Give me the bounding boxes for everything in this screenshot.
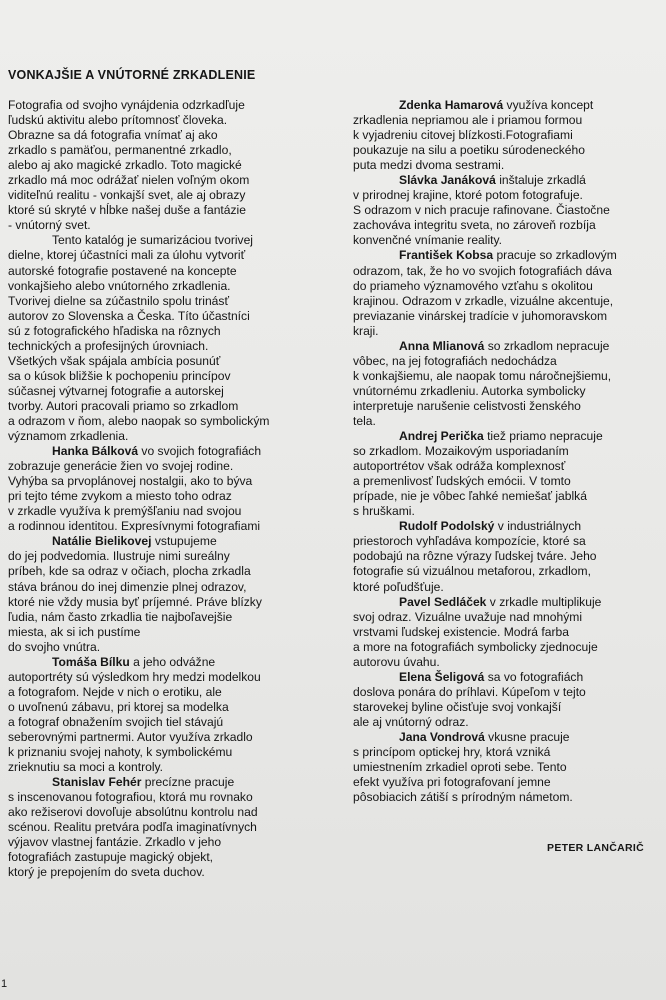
text-line: ale aj vnútorný odraz. <box>353 714 469 729</box>
text-line: Tvorivej dielne sa zúčastnilo spolu trinásť <box>8 293 229 308</box>
author-name: Pavel Sedláček <box>399 594 487 609</box>
text-line: Tento katalóg je sumarizáciou tvorivej <box>52 233 253 248</box>
text-line: konvenčné vnímanie reality. <box>353 233 503 248</box>
text-line: vonkajšieho alebo vnútorného zrkadlenia. <box>8 278 231 293</box>
text-line: do svojho vnútra. <box>8 639 101 654</box>
text-line: fotografiách zastupuje magický objekt, <box>8 850 214 865</box>
text-line: autorovu úvahu. <box>353 654 440 669</box>
text-line: ako režiserovi dovoľuje absolútnu kontrolu nad <box>8 805 258 820</box>
text-line: ľudskú aktivitu alebo prítomnosť človeka. <box>8 113 228 128</box>
author-entry <box>353 595 665 670</box>
text-line: k priznaniu svojej nahoty, k symbolickému <box>8 745 233 760</box>
text-line: výjavov vlastnej fantázie. Zrkadlo v jeho <box>8 835 222 850</box>
entry-text: a jeho odvážne <box>129 654 216 669</box>
author-entry <box>353 429 665 519</box>
entry-first-line <box>353 339 665 354</box>
text-line: zachováva integritu sveta, no zároveň rozbíja <box>353 218 596 233</box>
author-name: Anna Mlianová <box>399 338 485 353</box>
text-line: vôbec, na jej fotografiách nedochádza <box>353 353 557 368</box>
text-line: svoj odraz. Vizuálne uvažuje nad mnohými <box>353 609 583 624</box>
text-line: efekt využíva pri fotografovaní jemne <box>353 775 551 790</box>
text-line: dielne, ktorej účastníci mali za úlohu vytvoriť <box>8 248 246 263</box>
text-line: Obrazne sa dá fotografia vnímať aj ako <box>8 128 218 143</box>
text-line: v prirodnej krajine, ktoré potom fotografuje. <box>353 188 583 203</box>
text-line: krajinou. Odrazom v zrkadle, vizuálne akcentuje, <box>353 293 614 308</box>
text-line: sa o kúsok bližšie k pochopeniu princípov <box>8 368 231 383</box>
text-line: o uvoľnenú zábavu, pri ktorej sa modelka <box>8 699 229 714</box>
entry-text: precízne pracuje <box>141 775 235 790</box>
text-line: pri tejto téme zvykom a miesto toho odraz <box>8 489 232 504</box>
left-column <box>8 98 332 880</box>
text-line: k vyjadreniu citovej blízkosti.Fotografiami <box>353 128 573 143</box>
text-line: autoportrétov však odráža komplexnosť <box>353 459 566 474</box>
author-entry <box>8 775 332 880</box>
text-line: zrkadlo má moc odrážať nielen voľným okom <box>8 173 250 188</box>
article-title: VONKAJŠIE A VNÚTORNÉ ZRKADLENIE <box>8 68 256 82</box>
text-line: Fotografia od svojho vynájdenia odzrkadľuje <box>8 98 245 112</box>
text-line: stáva bránou do inej dimenzie plnej odrazov, <box>8 579 247 594</box>
entry-first-line <box>353 519 665 534</box>
text-line: významom zrkadlenia. <box>8 429 129 444</box>
text-line: a odrazom v ňom, alebo naopak so symbolickým <box>8 413 270 428</box>
text-line: previazanie vinárskej tradície v juhomoravskom <box>353 308 608 323</box>
text-line: príbeh, kde sa odraz v očiach, plocha zrkadla <box>8 564 251 579</box>
author-name: Jana Vondrová <box>399 729 485 744</box>
author-entry <box>8 534 332 654</box>
entry-first-line <box>8 444 332 459</box>
entry-text: pracuje so zrkadlovým <box>493 248 617 263</box>
author-entry <box>353 248 665 338</box>
text-line: interpretuje narušenie celistvosti ženského <box>353 398 581 413</box>
author-entry <box>8 655 332 775</box>
text-line: umiestnením zrkadiel oproti sebe. Tento <box>353 760 567 775</box>
text-line: a premenlivosť ľudských emócii. V tomto <box>353 474 571 489</box>
author-entry <box>353 173 665 248</box>
text-line: Vyhýba sa prvoplánovej nostalgii, ako to býva <box>8 474 253 489</box>
author-name: Tomáša Bílku <box>52 654 130 669</box>
author-entry <box>353 98 665 173</box>
text-line: ktoré nie vždy musia byť príjemné. Práve blízky <box>8 594 262 609</box>
entry-text: vkusne pracuje <box>484 729 570 744</box>
entry-first-line <box>8 775 332 790</box>
text-line: doslova ponára do príhlavi. Kúpeľom v tejto <box>353 684 586 699</box>
author-entry <box>353 339 665 429</box>
text-line: priestoroch vyhľadáva kompozície, ktoré sa <box>353 534 586 549</box>
text-line: a rodinnou identitou. Expresívnymi fotografiami <box>8 519 261 534</box>
entry-text: využíva koncept <box>503 98 594 112</box>
catalog-paragraph <box>8 233 332 444</box>
text-line: do priameho významového vzťahu s okolitou <box>353 278 593 293</box>
text-line: s princípom optickej hry, ktorá vzniká <box>353 745 551 760</box>
text-line: podobajú na rôzne výrazy ľudskej tváre. Jeho <box>353 549 597 564</box>
text-line: autoportréty sú výsledkom hry medzi modelkou <box>8 669 261 684</box>
entry-first-line <box>353 730 665 745</box>
entry-first-line <box>353 173 665 188</box>
entry-text: vstupujeme <box>151 534 217 549</box>
text-line: prípade, nie je vôbec ľahké nemiešať jablká <box>353 489 587 504</box>
right-column <box>353 98 665 805</box>
author-name: Natálie Bielikovej <box>52 534 152 549</box>
author-name: Rudolf Podolský <box>399 519 495 534</box>
text-line: pôsobiacich zátiší s prírodným námetom. <box>353 790 573 805</box>
text-line: Všetkých však spájala ambícia posunúť <box>8 353 221 368</box>
author-name: Elena Šeligová <box>399 669 485 684</box>
text-line: súčasnej výtvarnej fotografie a autorskej <box>8 383 224 398</box>
text-line: miesta, ak si ich pustíme <box>8 624 141 639</box>
author-entries <box>353 98 665 805</box>
entry-text: tiež priamo nepracuje <box>483 429 603 444</box>
text-line: vrstvami ľudskej existencie. Modrá farba <box>353 624 569 639</box>
text-line: seberovnými partnermi. Autor využíva zrkadlo <box>8 729 253 744</box>
text-line: so zrkadlom. Mozaikovým usporiadaním <box>353 444 569 459</box>
text-line: a more na fotografiách symbolicky zjednocuje <box>353 639 598 654</box>
text-line: poukazuje na silu a poetiku súrodeneckého <box>353 143 585 158</box>
text-line: scénou. Realitu pretvára podľa imaginatívnych <box>8 820 257 835</box>
text-line: tela. <box>353 413 376 428</box>
text-line: zrieknutiu sa moci a kontroly. <box>8 760 164 775</box>
entry-first-line <box>8 534 332 549</box>
text-line: autorské fotografie postavené na koncepte <box>8 263 237 278</box>
author-name: František Kobsa <box>399 248 494 263</box>
text-line: technických a profesijných úrovniach. <box>8 338 209 353</box>
entry-first-line <box>353 98 665 113</box>
entry-first-line <box>353 595 665 610</box>
text-line: puta medzi dvoma sestrami. <box>353 158 505 173</box>
text-line: sú z fotografického hľadiska na rôznych <box>8 323 221 338</box>
author-entry <box>8 444 332 534</box>
author-name: Stanislav Fehér <box>52 775 142 790</box>
intro-paragraph <box>8 98 332 233</box>
author-name: Andrej Perička <box>399 429 484 444</box>
text-line: starovekej byline očisťuje svoj vonkajší <box>353 699 562 714</box>
text-line: v zrkadle využíva k premýšľaniu nad svojou <box>8 504 242 519</box>
author-name: Hanka Bálková <box>52 444 139 459</box>
author-signature: PETER LANČARIČ <box>547 842 644 854</box>
text-line: kraji. <box>353 323 379 338</box>
entry-text: sa vo fotografiách <box>484 669 584 684</box>
text-line: S odrazom v nich pracuje rafinovane. Čiastočne <box>353 203 610 218</box>
text-line: zobrazuje generácie žien vo svojej rodine. <box>8 459 234 474</box>
entry-text: so zrkadlom nepracuje <box>484 338 610 353</box>
text-line: s inscenovanou fotografiou, ktorá mu rovnako <box>8 790 253 805</box>
author-entry <box>353 670 665 730</box>
author-entry <box>353 519 665 594</box>
text-line: zrkadlo s pamäťou, permanentné zrkadlo, <box>8 143 232 158</box>
text-line: zrkadlenia nepriamou ale i priamou formou <box>353 113 583 128</box>
entry-first-line <box>353 429 665 444</box>
entry-text: vo svojich fotografiách <box>138 444 262 459</box>
text-line: autorov zo Slovenska a Česka. Títo účastníci <box>8 308 250 323</box>
text-line: fotografie sú vizuálnou metaforou, zrkadlom, <box>353 564 591 579</box>
text-line: vnútornému zrkadleniu. Autorka symbolicky <box>353 383 586 398</box>
entry-text: v industriálnych <box>494 519 582 534</box>
text-line: viditeľnú realitu - vonkajší svet, ale aj obrazy <box>8 188 246 203</box>
text-line: ktoré poľudšťuje. <box>353 579 444 594</box>
entry-first-line <box>353 248 665 263</box>
text-line: ktorý je prepojením do sveta duchov. <box>8 865 205 880</box>
text-line: - vnútorný svet. <box>8 218 91 233</box>
text-line: a fotografom. Nejde v nich o erotiku, ale <box>8 684 222 699</box>
text-line: k vonkajšiemu, ale naopak tomu náročnejšiemu, <box>353 368 612 383</box>
text-line: ľudia, nám často zrkadlia tie najboľavejšie <box>8 609 233 624</box>
text-line: odrazom, tak, že ho vo svojich fotografiách dáva <box>353 263 612 278</box>
entry-text: v zrkadle multiplikuje <box>486 594 602 609</box>
author-entries <box>8 444 332 880</box>
entry-text: inštaluje zrkadlá <box>495 173 586 188</box>
entry-first-line <box>353 670 665 685</box>
text-line: ktoré sú skryté v hĺbke našej duše a fantázie <box>8 203 246 218</box>
author-name: Slávka Janáková <box>399 173 496 188</box>
text-line: tvorby. Autori pracovali priamo so zrkadlom <box>8 398 239 413</box>
entry-first-line <box>8 655 332 670</box>
text-line: a fotograf obnažením svojich tiel stávajú <box>8 714 224 729</box>
text-line: alebo aj ako magické zrkadlo. Toto magické <box>8 158 242 173</box>
page-number: 1 <box>1 978 8 990</box>
author-name: Zdenka Hamarová <box>399 98 504 112</box>
text-line: s hruškami. <box>353 504 415 519</box>
text-line: do jej podvedomia. Ilustruje nimi sureálny <box>8 549 230 564</box>
author-entry <box>353 730 665 805</box>
